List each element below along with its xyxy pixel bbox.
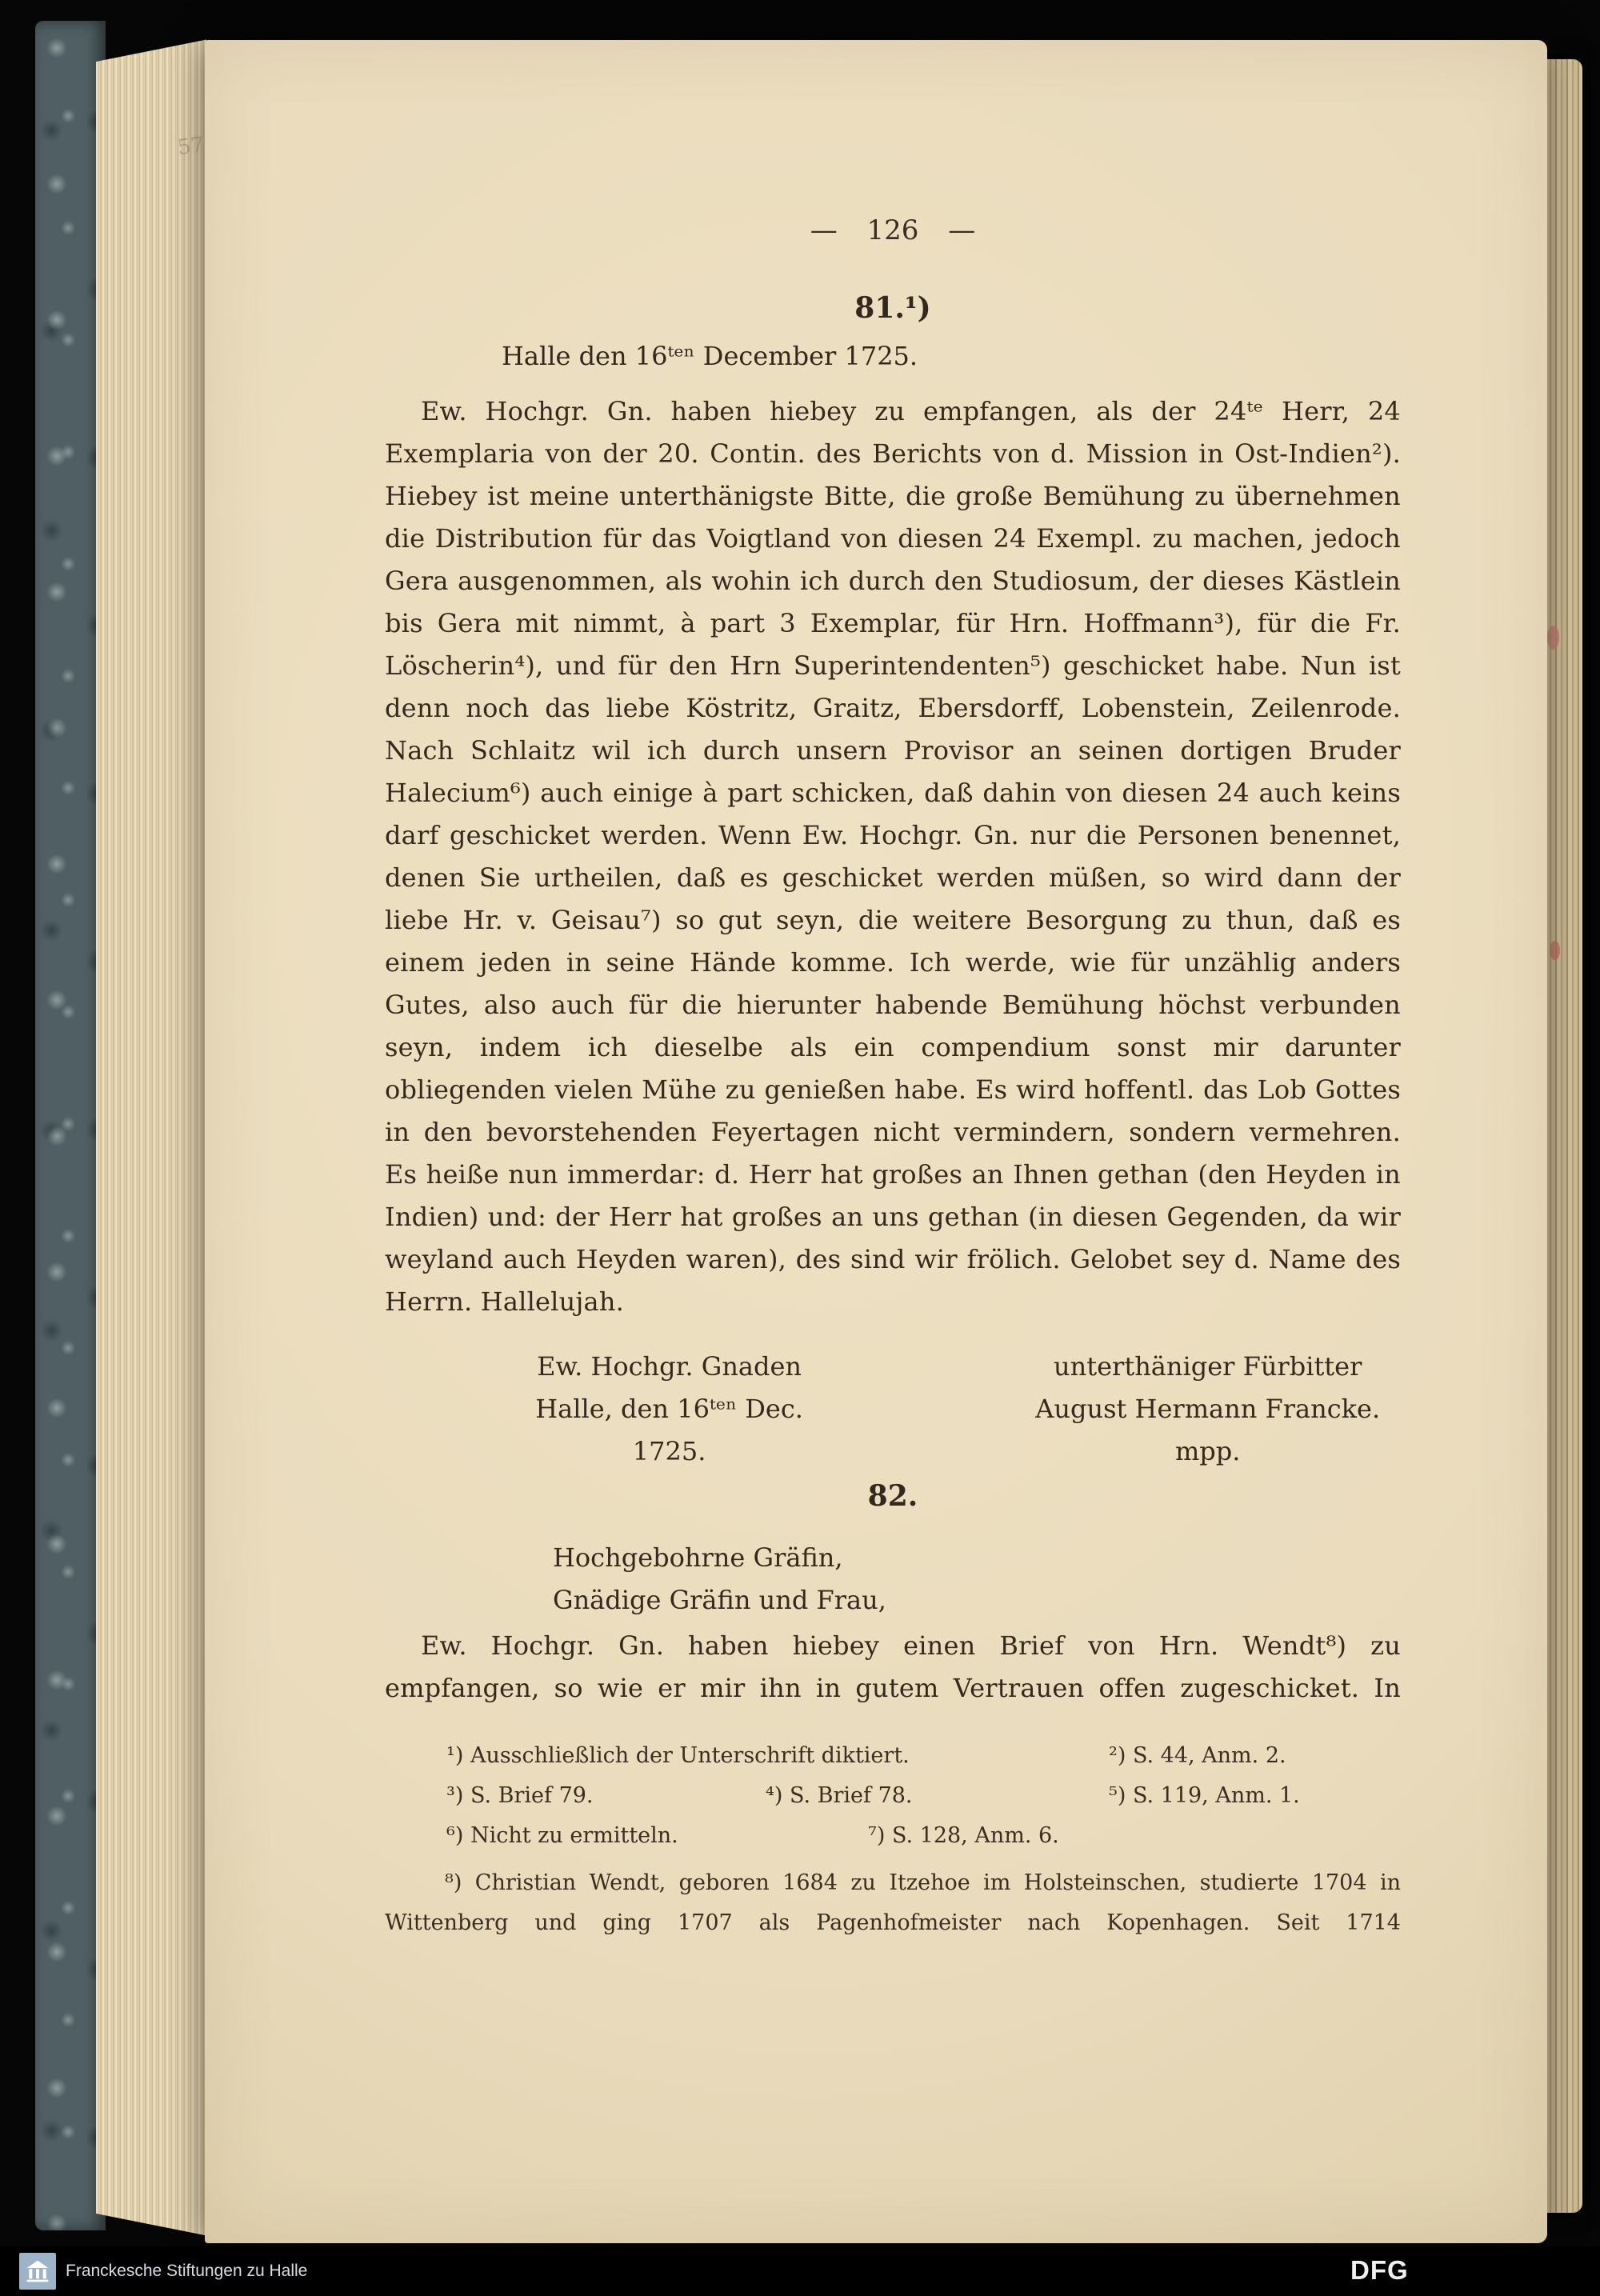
footnote-2: ²) S. 44, Anm. 2. [1109, 1743, 1286, 1768]
letter-82-salutation [385, 1537, 1401, 1622]
closing-line: 1725. [632, 1436, 706, 1466]
letter-81-closing [385, 1346, 1401, 1473]
letter-81-heading: 81.¹) [854, 291, 931, 325]
page-stack-fore-edge [96, 35, 206, 2240]
page-number: — 126 — [810, 214, 976, 246]
salutation-line: Gnädige Gräfin und Frau, [553, 1585, 886, 1615]
footnote-row [385, 1743, 1401, 1783]
institution-branding [19, 2253, 307, 2290]
page-edge-red-mark [1550, 941, 1560, 960]
footnote-3: ³) S. Brief 79. [446, 1783, 594, 1808]
closing-left-column [385, 1346, 954, 1473]
footnote-4: ⁴) S. Brief 78. [766, 1783, 913, 1808]
closing-line: unterthäniger Fürbitter [1054, 1351, 1362, 1382]
closing-line: mpp. [1174, 1436, 1241, 1466]
closing-line: Halle, den 16ᵗᵉⁿ Dec. [535, 1394, 803, 1424]
book-page [176, 40, 1547, 2243]
footnote-6: ⁶) Nicht zu ermitteln. [446, 1823, 678, 1848]
book-cover-edge [35, 21, 106, 2230]
footnote-7: ⁷) S. 128, Anm. 6. [868, 1823, 1059, 1848]
institution-name: Franckesche Stiftungen zu Halle [66, 2262, 308, 2280]
footnote-5: ⁵) S. 119, Anm. 1. [1109, 1783, 1300, 1808]
letter-82-body: Ew. Hochgr. Gn. haben hiebey einen Brief von Hrn. Wendt⁸) zu empfangen, so wie er mir ihn in gutem Vertrauen offen zugeschicket. In [385, 1630, 1401, 1703]
signature: August Hermann Francke. [1035, 1394, 1381, 1424]
footnote-row [385, 1783, 1401, 1823]
letter-82 [385, 1479, 1401, 1710]
franckesche-stiftungen-logo-icon [19, 2253, 56, 2290]
pencil-marginalia: 57 [176, 132, 206, 161]
footnote-8: ⁸) Christian Wendt, geboren 1684 zu Itzehoe im Holsteinschen, studierte 1704 in Wittenberg und ging 1707 als Pagenhofmeister nach Kopenhagen. Seit 1714 [385, 1870, 1401, 1935]
footnotes [385, 1743, 1401, 1943]
viewer-footer-bar [0, 2246, 1600, 2296]
closing-line: Ew. Hochgr. Gnaden [537, 1351, 802, 1382]
closing-right-column [1014, 1346, 1401, 1473]
footnote-1: ¹) Ausschließlich der Unterschrift diktiert. [446, 1743, 910, 1768]
salutation-line: Hochgebohrne Gräfin, [553, 1542, 843, 1573]
page-edge-red-mark [1547, 626, 1559, 650]
letter-81 [385, 291, 1401, 1473]
letter-81-body: Ew. Hochgr. Gn. haben hiebey zu empfangen, als der 24ᵗᵉ Herr, 24 Exemplaria von der 20. Contin. des Berichts von d. Mission in Ost-Indien²). Hiebey ist meine unterthänigste Bitte, die große Bemühung zu übernehmen die Distribution für das Voigtland von diesen 24 Exempl. zu machen, jedoch Gera ausgenommen, als wohin ich durch den Studiosum, der dieses Kästlein bis Gera mit nimmt, à part 3 Exemplar, für Hrn. Hoffmann³), für die Fr. Löscherin⁴), und für den Hrn Superintendenten⁵) geschicket habe. Nun ist denn noch das liebe Köstritz, Graitz, Ebersdorff, Lobenstein, Zeilenrode. Nach Schlaitz wil ich durch unsern Provisor an seinen dortigen Bruder Halecium⁶) auch einige à part schicken, daß dahin von diesen 24 auch keins darf geschicket werden. Wenn Ew. Hochgr. Gn. nur die Personen benennet, denen Sie urtheilen, daß es geschicket werden müßen, so wird dann der liebe Hr. v. Geisau⁷) so gut seyn, die weitere Besorgung zu thun, daß es einem jeden in seine Hände komme. Ich werde, wie für unzählig anders Gutes, also auch für die hierunter habende Bemühung höchst verbunden seyn, indem ich dieselbe als ein compendium sonst mir darunter obliegenden vielen Mühe zu genießen habe. Es wird hoffentl. das Lob Gottes in den bevorstehenden Feyertagen nicht vermindern, sondern vermehren. Es heiße nun immerdar: d. Herr hat großes an Ihnen gethan (den Heyden in Indien) und: der Herr hat großes an uns gethan (in diesen Gegenden, da wir weyland auch Heyden waren), des sind wir frölich. Gelobet sey d. Name des Herrn. Hallelujah. [385, 396, 1401, 1317]
dfg-logo: DFG [1350, 2255, 1409, 2285]
letter-82-heading: 82. [867, 1479, 918, 1513]
footnote-row [385, 1823, 1401, 1863]
letter-81-dateline: Halle den 16ᵗᵉⁿ December 1725. [502, 341, 918, 371]
